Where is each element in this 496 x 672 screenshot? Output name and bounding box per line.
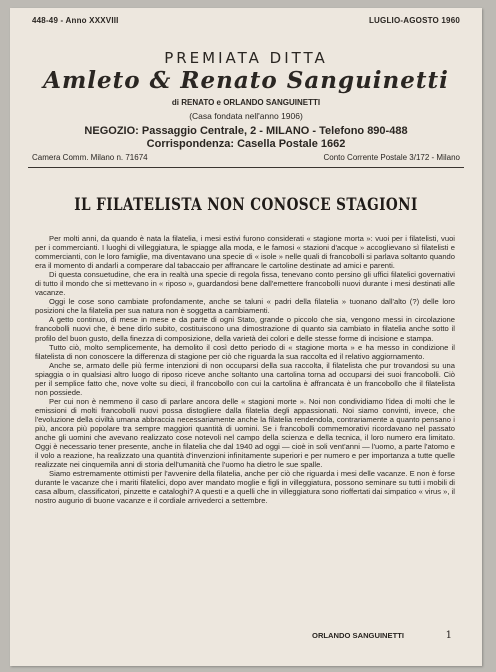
article-paragraph: Siamo estremamente ottimisti per l'avvenire della filatelia, anche per ciò che riguarda i mesi delle vacanze. E non è forse durante le vacanze che i mariti filatelici, dopo aver mandato moglie e figli in villeggiatura, possono seminare su tutti i mobili di casa album, classificatori, pinzette e cataloghi? A questi e a quelli che in villeggiatura sono rioffertati dai simpatico « virus », il nostro augurio di buone vacanze e il cordiale arrivederci a settembre. <box>35 469 455 506</box>
shop-address: NEGOZIO: Passaggio Centrale, 2 - MILANO - Telefono 890-488 <box>84 125 408 137</box>
article-paragraph: Anche se, armato delle più ferme intenzioni di non occuparsi della sua raccolta, il filatelista che pur trovandosi su una spiaggia o in qualsiasi altro luogo di riposo riceve anche soltanto una cartolina torna ad occuparsi dei suoi francobolli. Ciò per il semplice fatto che, nove volte su dieci, il francobollo con cui la cartolina è affrancata è un francobollo che il filatelista non possiede. <box>35 360 455 397</box>
founded-line: (Casa fondata nell'anno 1906) <box>189 111 303 121</box>
firm-name: Amleto & Renato Sanguinetti <box>43 67 449 94</box>
article-paragraph: Tutto ciò, molto semplicemente, ha demolito il così detto periodo di « stagione morta » e ha messo in condizione il filatelista di non conoscere la differenza di stagione per ciò che riguarda la sua raccolta ed il relativo aggiornamento. <box>35 342 455 361</box>
author-signature: ORLANDO SANGUINETTI <box>312 631 404 640</box>
article-title: IL FILATELISTA NON CONOSCE STAGIONI <box>74 195 418 215</box>
article-paragraph: Di questa consuetudine, che era in realtà una specie di regola fissa, tenevano conto persino gli uffici filatelici governativi di tutto il mondo che si mettevano in « riposo », guardandosi bene dall'emettere francobolli nuovi durante i mesi destinati alle vacanze. <box>35 270 455 298</box>
article-paragraph: Oggi le cose sono cambiate profondamente, anche se taluni « padri della filatelia » tuonano dall'alto (?) delle loro posizioni che la filatelia per sua natura non è soggetta a cambiamenti. <box>35 297 455 316</box>
catalog-page <box>10 8 482 666</box>
owners-line: di RENATO e ORLANDO SANGUINETTI <box>171 98 321 107</box>
article-body <box>35 234 455 505</box>
correspondence-address: Corrispondenza: Casella Postale 1662 <box>146 138 346 150</box>
article-paragraph: Per molti anni, da quando è nata la filatelia, i mesi estivi furono considerati « stagione morta »: vuoi per i filatelisti, vuoi per i commercianti. I luoghi di villeggiatura, le spiagge alla moda, e le famosi « stazioni d'acque » accoglievano sì filatelisti e commercianti, con le loro famiglie, ma diventavano una specie di « isole » nelle quali di francobolli si parlava soltanto quando era il momento di andarli a comperare dal tabaccaio per affrancare le cartoline destinate ad amici e parenti. <box>35 234 455 271</box>
chamber-registration: Camera Comm. Milano n. 71674 <box>32 153 148 162</box>
header-divider <box>28 167 464 168</box>
article-paragraph: A getto continuo, di mese in mese e da parte di ogni Stato, grande o piccolo che sia, vengono messi in circolazione francobolli nuovi che, è bene dirlo subito, costituiscono una dimostrazione di quanto sia cambiato in filatelia anche sotto il profilo del buon gusto, della finezza di composizione, della varietà dei colori e delle stesse forme di incisione e stampa. <box>35 315 455 343</box>
issue-number: 448-49 - Anno XXXVIII <box>32 16 119 25</box>
issue-date: LUGLIO-AGOSTO 1960 <box>368 16 460 25</box>
premiata-label: PREMIATA DITTA <box>164 49 328 67</box>
postal-account: Conto Corrente Postale 3/172 - Milano <box>323 153 460 162</box>
article-paragraph: Per cui non è nemmeno il caso di parlare ancora delle « stagioni morte ». Noi non condividiamo l'idea di molti che le emissioni di molti francobolli nuovi possa distogliere dalla filatelia degli appassionati. Noi siamo convinti, invece, che l'evoluzione della civiltà umana abbraccia necessariamente anche la filatelia rendendola, contrariamente a quanto pensano i più, ancora più popolare tra sempre maggiori quantità di uomini. Se i francobolli commemorativi ricordavano nel passato anche gli uomini che avevano realizzato cose notevoli nel campo della scienza e della tecnica, il loro numero era limitato. Oggi è necessario tener presente, anche in filatelia che dal 1940 ad oggi — cioè in soli vent'anni — l'uomo, a parte l'atomo e il volo a reazione, ha realizzato una quantità d'invenzioni infinitamente superiori e per numero e per importanza a tutte quelle realizzate nei cinquemila anni di storia dell'umanità che l'uomo ha dietro le sue spalle. <box>35 396 455 470</box>
page-number: 1 <box>445 630 452 641</box>
